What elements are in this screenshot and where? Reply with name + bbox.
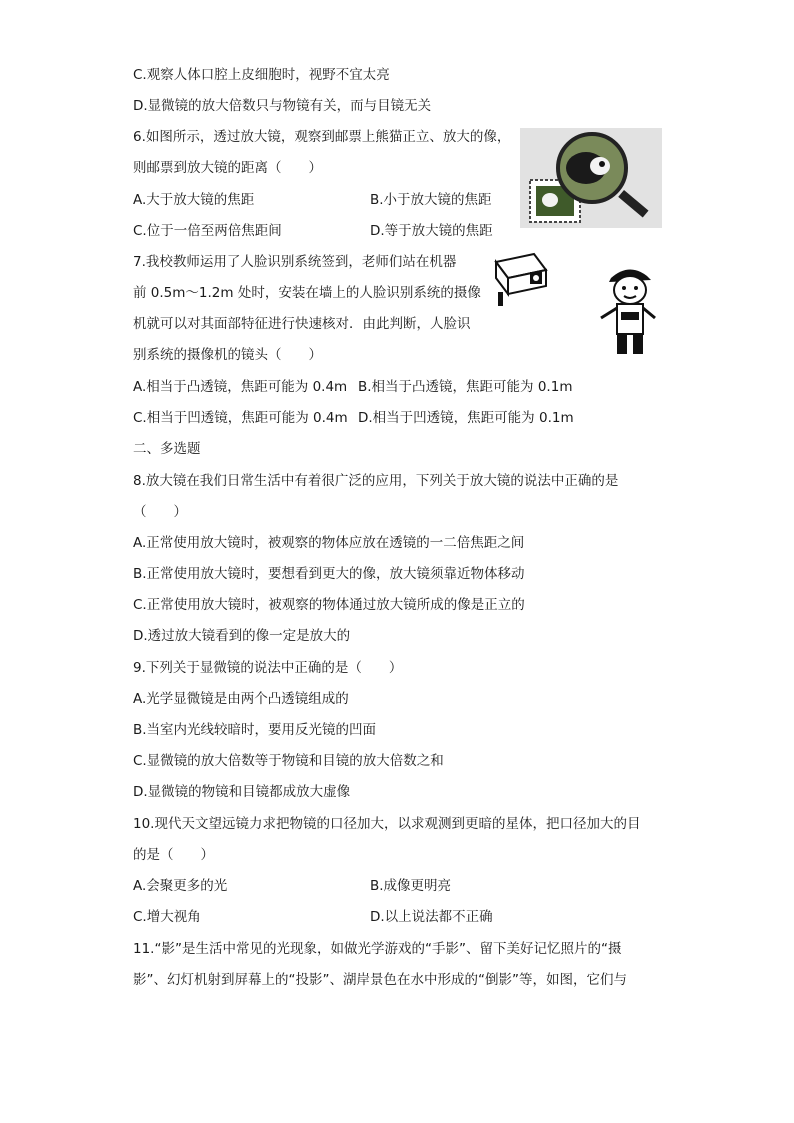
q10-option-c: C.增大视角 — [133, 909, 201, 925]
q8-option-c: C.正常使用放大镜时，被观察的物体通过放大镜所成的像是正立的 — [133, 597, 525, 613]
q11-stem-line2: 影”、幻灯机射到屏幕上的“投影”、湖岸景色在水中形成的“倒影”等，如图，它们与 — [133, 972, 627, 988]
q9-option-a: A.光学显微镜是由两个凸透镜组成的 — [133, 691, 349, 707]
section-heading: 二、多选题 — [133, 441, 201, 457]
q9-option-d: D.显微镜的物镜和目镜都成放大虚像 — [133, 784, 351, 800]
q8-stem-line2: （ ） — [133, 504, 187, 520]
q9-stem: 9.下列关于显微镜的说法中正确的是（ ） — [133, 660, 403, 676]
q6-stem-line1: 6.如图所示，透过放大镜，观察到邮票上熊猫正立、放大的像， — [133, 129, 511, 145]
q7-option-b: B.相当于凸透镜，焦距可能为 0.1m — [358, 379, 573, 395]
teacher-image — [595, 262, 665, 358]
q6-option-b: B.小于放大镜的焦距 — [370, 192, 492, 208]
q7-stem-line2: 前 0.5m～1.2m 处时，安装在墙上的人脸识别系统的摄像 — [133, 285, 481, 301]
magnifier-stamp-image — [520, 128, 662, 228]
q10-option-d: D.以上说法都不正确 — [370, 909, 493, 925]
q8-stem-line1: 8.放大镜在我们日常生活中有着很广泛的应用，下列关于放大镜的说法中正确的是 — [133, 473, 619, 489]
q7-stem-line3: 机就可以对其面部特征进行快速核对．由此判断，人脸识 — [133, 316, 471, 332]
q5-option-d: D.显微镜的放大倍数只与物镜有关，而与目镜无关 — [133, 98, 432, 114]
q7-option-d: D.相当于凹透镜，焦距可能为 0.1m — [358, 410, 574, 426]
camera-image — [490, 248, 560, 308]
q7-stem-line1: 7.我校教师运用了人脸识别系统签到，老师们站在机器 — [133, 254, 457, 270]
q8-option-b: B.正常使用放大镜时，要想看到更大的像，放大镜须靠近物体移动 — [133, 566, 525, 582]
q10-option-a: A.会聚更多的光 — [133, 878, 228, 894]
q5-option-c: C.观察人体口腔上皮细胞时，视野不宜太亮 — [133, 67, 390, 83]
q9-option-c: C.显微镜的放大倍数等于物镜和目镜的放大倍数之和 — [133, 753, 444, 769]
q6-option-a: A.大于放大镜的焦距 — [133, 192, 255, 208]
q6-stem-line2: 则邮票到放大镜的距离（ ） — [133, 160, 322, 176]
q10-stem-line2: 的是（ ） — [133, 847, 214, 863]
q6-option-d: D.等于放大镜的焦距 — [370, 223, 493, 239]
q11-stem-line1: 11.“影”是生活中常见的光现象，如做光学游戏的“手影”、留下美好记忆照片的“摄 — [133, 941, 622, 957]
q9-option-b: B.当室内光线较暗时，要用反光镜的凹面 — [133, 722, 377, 738]
q10-stem-line1: 10.现代天文望远镜力求把物镜的口径加大，以求观测到更暗的星体，把口径加大的目 — [133, 816, 641, 832]
q10-option-b: B.成像更明亮 — [370, 878, 452, 894]
q7-option-a: A.相当于凸透镜，焦距可能为 0.4m — [133, 379, 348, 395]
q7-option-c: C.相当于凹透镜，焦距可能为 0.4m — [133, 410, 348, 426]
q7-stem-line4: 别系统的摄像机的镜头（ ） — [133, 347, 322, 363]
q8-option-a: A.正常使用放大镜时，被观察的物体应放在透镜的一二倍焦距之间 — [133, 535, 525, 551]
q8-option-d: D.透过放大镜看到的像一定是放大的 — [133, 628, 351, 644]
q6-option-c: C.位于一倍至两倍焦距间 — [133, 223, 282, 239]
